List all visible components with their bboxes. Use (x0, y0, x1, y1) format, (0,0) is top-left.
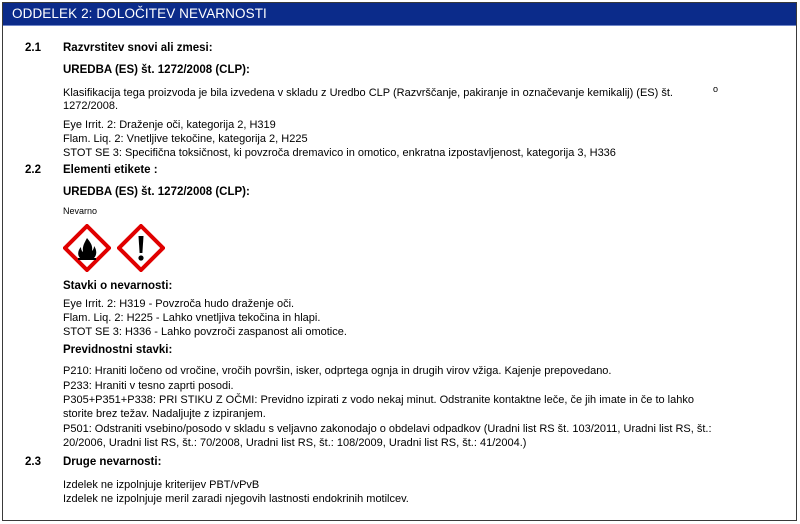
classification-intro-line-1: Klasifikacija tega proizvoda je bila izvedena v skladu z Uredbo CLP (Razvrščanje, pakiranje in označevanje kemikalij) (ES) št. (63, 87, 673, 99)
hazard-statement: Eye Irrit. 2: H319 - Povzroča hudo draženje oči. (63, 298, 295, 310)
header-divider (3, 25, 796, 26)
section-title-2-1: Razvrstitev snovi ali zmesi: (63, 42, 213, 54)
sds-section-frame (2, 2, 797, 521)
classification-item: STOT SE 3: Specifična toksičnost, ki povzroča dremavico in omotico, enkratna izpostavljenost, kategorija 3, H336 (63, 147, 616, 159)
precautionary-statement-line: P305+P351+P338: PRI STIKU Z OČMI: Previdno izpirati z vodo nekaj minut. Odstranite kontaktne leče, če jih imate in če to lahko (63, 394, 694, 406)
signal-word: Nevarno (63, 206, 98, 216)
precautionary-statements-heading: Previdnostni stavki: (63, 344, 173, 356)
section-title-2-2: Elementi etikete : (63, 164, 158, 176)
section-number-2-1: 2.1 (25, 42, 41, 54)
precautionary-statement-line: 20/2006, Uradni list RS, št.: 70/2008, Uradni list RS, št.: 108/2009, Uradni list RS, št.: 41/2004.) (63, 437, 527, 449)
classification-item: Flam. Liq. 2: Vnetljive tekočine, kategorija 2, H225 (63, 133, 308, 145)
precautionary-statement-line: P501: Odstraniti vsebino/posodo v skladu s veljavno zakonodajo o obdelavi odpadkov (Uradni list RS št. 103/2011, Uradni list RS, št.: (63, 423, 712, 435)
flame-pictogram-icon (63, 224, 111, 272)
classification-item: Eye Irrit. 2: Draženje oči, kategorija 2, H319 (63, 119, 276, 131)
classification-intro-line-2: 1272/2008. (63, 100, 119, 112)
regulation-heading-2-1: UREDBA (ES) št. 1272/2008 (CLP): (63, 64, 250, 76)
section-title-2-3: Druge nevarnosti: (63, 456, 162, 468)
regulation-heading-2-2: UREDBA (ES) št. 1272/2008 (CLP): (63, 186, 250, 198)
precautionary-statement-line: P233: Hraniti v tesno zaprti posodi. (63, 380, 234, 392)
section-number-2-2: 2.2 (25, 164, 41, 176)
other-hazard-line: Izdelek ne izpolnjuje meril zaradi njegovih lastnosti endokrinih motilcev. (63, 493, 409, 505)
section-header: ODDELEK 2: DOLOČITEV NEVARNOSTI (3, 3, 796, 25)
other-hazard-line: Izdelek ne izpolnjuje kriterijev PBT/vPvB (63, 479, 260, 491)
precautionary-statement-line: P210: Hraniti ločeno od vročine, vročih površin, isker, odprtega ognja in drugih virov vžiga. Kajenje prepovedano. (63, 365, 612, 377)
exclamation-pictogram-icon (117, 224, 165, 272)
hazard-statements-heading: Stavki o nevarnosti: (63, 280, 173, 292)
hazard-statement: STOT SE 3: H336 - Lahko povzroči zaspanost ali omotice. (63, 326, 347, 338)
superscript-mark: o (713, 84, 719, 94)
section-number-2-3: 2.3 (25, 456, 41, 468)
precautionary-statement-line: storite brez težav. Nadaljujte z izpiranjem. (63, 408, 266, 420)
hazard-statement: Flam. Liq. 2: H225 - Lahko vnetljiva tekočina in hlapi. (63, 312, 321, 324)
